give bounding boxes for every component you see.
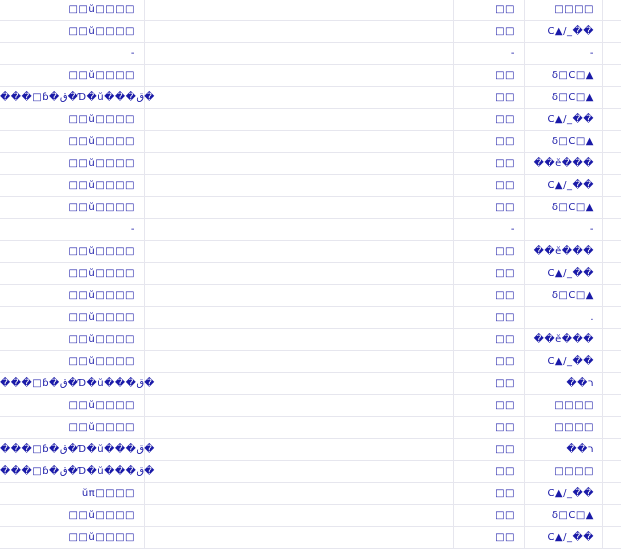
table-row[interactable] <box>0 131 621 153</box>
cell-col-4: □□□□ <box>525 0 603 21</box>
cell-col-1: □□ŭ□□□□ <box>0 351 145 373</box>
table-row[interactable] <box>0 329 621 351</box>
cell-col-3: □□ <box>454 417 525 439</box>
cell-col-1: □□ŭ□□□□ <box>0 21 145 43</box>
table-row[interactable] <box>0 197 621 219</box>
cell-col-1: ���□ɓ�ق�Ɗ�ŭ���ق� <box>0 439 145 461</box>
cell-col-1: □□ŭ□□□□ <box>0 417 145 439</box>
table-row[interactable] <box>0 65 621 87</box>
cell-col-1: ���□ɓ�ق�Ɗ�ŭ���ق� <box>0 87 145 109</box>
cell-col-3: □□ <box>454 87 525 109</box>
cell-col-5 <box>603 21 621 43</box>
cell-col-4: ��ĕ��� <box>525 153 603 175</box>
table-row[interactable] <box>0 0 621 21</box>
cell-col-1: □□ŭ□□□□ <box>0 241 145 263</box>
cell-col-5 <box>603 527 621 549</box>
cell-col-3: □□ <box>454 131 525 153</box>
table-row[interactable] <box>0 527 621 549</box>
cell-col-4: ��ר <box>525 439 603 461</box>
cell-col-5 <box>603 351 621 373</box>
cell-col-3: □□ <box>454 21 525 43</box>
cell-col-1: □□ŭ□□□□ <box>0 263 145 285</box>
cell-col-5 <box>603 417 621 439</box>
cell-col-3: □□ <box>454 153 525 175</box>
cell-col-5 <box>603 373 621 395</box>
table-row[interactable] <box>0 153 621 175</box>
cell-col-5 <box>603 197 621 219</box>
cell-col-5 <box>603 219 621 241</box>
cell-col-3: □□ <box>454 329 525 351</box>
cell-col-3: □□ <box>454 285 525 307</box>
cell-col-5 <box>603 505 621 527</box>
cell-col-3: □□ <box>454 307 525 329</box>
cell-col-2 <box>145 395 454 417</box>
cell-col-3: - <box>454 219 525 241</box>
cell-col-5 <box>603 263 621 285</box>
cell-col-3: □□ <box>454 351 525 373</box>
cell-col-4: δ□C□▲ <box>525 87 603 109</box>
table-row[interactable] <box>0 505 621 527</box>
cell-col-1: - <box>0 219 145 241</box>
cell-col-2 <box>145 483 454 505</box>
table-row[interactable] <box>0 285 621 307</box>
cell-col-5 <box>603 439 621 461</box>
cell-col-5 <box>603 285 621 307</box>
cell-col-1: □□ŭ□□□□ <box>0 527 145 549</box>
cell-col-1: □□ŭ□□□□ <box>0 307 145 329</box>
cell-col-5 <box>603 43 621 65</box>
cell-col-3: - <box>454 43 525 65</box>
cell-col-2 <box>145 461 454 483</box>
cell-col-5 <box>603 131 621 153</box>
cell-col-2 <box>145 329 454 351</box>
cell-col-4: C▲/_�� <box>525 263 603 285</box>
cell-col-5 <box>603 483 621 505</box>
table-row[interactable] <box>0 21 621 43</box>
cell-col-4: C▲/_�� <box>525 351 603 373</box>
table-row[interactable] <box>0 43 621 65</box>
cell-col-3: □□ <box>454 527 525 549</box>
cell-col-3: □□ <box>454 483 525 505</box>
table-row[interactable] <box>0 395 621 417</box>
cell-col-5 <box>603 241 621 263</box>
cell-col-3: □□ <box>454 505 525 527</box>
cell-col-2 <box>145 65 454 87</box>
cell-col-4: C▲/_�� <box>525 527 603 549</box>
cell-col-5 <box>603 109 621 131</box>
cell-col-3: □□ <box>454 109 525 131</box>
table-row[interactable] <box>0 307 621 329</box>
cell-col-2 <box>145 505 454 527</box>
cell-col-1: □□ŭ□□□□ <box>0 329 145 351</box>
cell-col-2 <box>145 153 454 175</box>
table-row[interactable] <box>0 483 621 505</box>
cell-col-4: - <box>525 43 603 65</box>
cell-col-5 <box>603 153 621 175</box>
cell-col-1: □□ŭ□□□□ <box>0 131 145 153</box>
cell-col-1: □□ŭ□□□□ <box>0 505 145 527</box>
cell-col-3: □□ <box>454 0 525 21</box>
cell-col-5 <box>603 461 621 483</box>
cell-col-4: δ□C□▲ <box>525 65 603 87</box>
cell-col-2 <box>145 87 454 109</box>
cell-col-2 <box>145 0 454 21</box>
cell-col-1: □□ŭ□□□□ <box>0 285 145 307</box>
cell-col-4: - <box>525 219 603 241</box>
table-row[interactable] <box>0 417 621 439</box>
cell-col-1: □□ŭ□□□□ <box>0 65 145 87</box>
cell-col-4: δ□C□▲ <box>525 505 603 527</box>
cell-col-2 <box>145 285 454 307</box>
cell-col-1: □□ŭ□□□□ <box>0 109 145 131</box>
cell-col-5 <box>603 65 621 87</box>
cell-col-1: - <box>0 43 145 65</box>
cell-col-5 <box>603 0 621 21</box>
cell-col-3: □□ <box>454 395 525 417</box>
cell-col-4: C▲/_�� <box>525 21 603 43</box>
cell-col-3: □□ <box>454 65 525 87</box>
table-row[interactable] <box>0 241 621 263</box>
cell-col-2 <box>145 527 454 549</box>
cell-col-2 <box>145 175 454 197</box>
cell-col-3: □□ <box>454 263 525 285</box>
table-row[interactable] <box>0 439 621 461</box>
cell-col-1: ���□ɓ�ق�Ɗ�ŭ���ق� <box>0 461 145 483</box>
cell-col-2 <box>145 307 454 329</box>
cell-col-3: □□ <box>454 197 525 219</box>
cell-col-1: ŭπ□□□□ <box>0 483 145 505</box>
cell-col-2 <box>145 263 454 285</box>
cell-col-1: □□ŭ□□□□ <box>0 197 145 219</box>
cell-col-2 <box>145 219 454 241</box>
cell-col-2 <box>145 43 454 65</box>
cell-col-3: □□ <box>454 241 525 263</box>
cell-col-4: δ□C□▲ <box>525 285 603 307</box>
cell-col-2 <box>145 241 454 263</box>
cell-col-1: □□ŭ□□□□ <box>0 153 145 175</box>
cell-col-2 <box>145 417 454 439</box>
cell-col-3: □□ <box>454 373 525 395</box>
table-row[interactable] <box>0 87 621 109</box>
cell-col-4: ��ר <box>525 373 603 395</box>
cell-col-2 <box>145 131 454 153</box>
cell-col-2 <box>145 109 454 131</box>
cell-col-4: ��ĕ��� <box>525 329 603 351</box>
cell-col-2 <box>145 21 454 43</box>
cell-col-5 <box>603 395 621 417</box>
cell-col-3: □□ <box>454 175 525 197</box>
cell-col-4: C▲/_�� <box>525 109 603 131</box>
cell-col-4: □□□□ <box>525 417 603 439</box>
cell-col-1: □□ŭ□□□□ <box>0 0 145 21</box>
table-row[interactable] <box>0 175 621 197</box>
cell-col-3: □□ <box>454 461 525 483</box>
cell-col-2 <box>145 351 454 373</box>
cell-col-2 <box>145 197 454 219</box>
cell-col-5 <box>603 87 621 109</box>
cell-col-5 <box>603 307 621 329</box>
table-row[interactable] <box>0 109 621 131</box>
cell-col-3: □□ <box>454 439 525 461</box>
table-row[interactable] <box>0 351 621 373</box>
table-row[interactable] <box>0 263 621 285</box>
cell-col-4: □□□□ <box>525 395 603 417</box>
cell-col-4: C▲/_�� <box>525 175 603 197</box>
cell-col-5 <box>603 175 621 197</box>
cell-col-4: δ□C□▲ <box>525 197 603 219</box>
table-row[interactable] <box>0 373 621 395</box>
cell-col-1: ���□ɓ�ق�Ɗ�ŭ���ق� <box>0 373 145 395</box>
cell-col-4: C▲/_�� <box>525 483 603 505</box>
table-row[interactable] <box>0 461 621 483</box>
cell-col-1: □□ŭ□□□□ <box>0 395 145 417</box>
cell-col-5 <box>603 329 621 351</box>
cell-col-4: ��ĕ��� <box>525 241 603 263</box>
cell-col-1: □□ŭ□□□□ <box>0 175 145 197</box>
cell-col-2 <box>145 439 454 461</box>
cell-col-4: δ□C□▲ <box>525 131 603 153</box>
cell-col-4: □□□□ <box>525 461 603 483</box>
cell-col-2 <box>145 373 454 395</box>
cell-col-4: . <box>525 307 603 329</box>
table-row[interactable] <box>0 219 621 241</box>
